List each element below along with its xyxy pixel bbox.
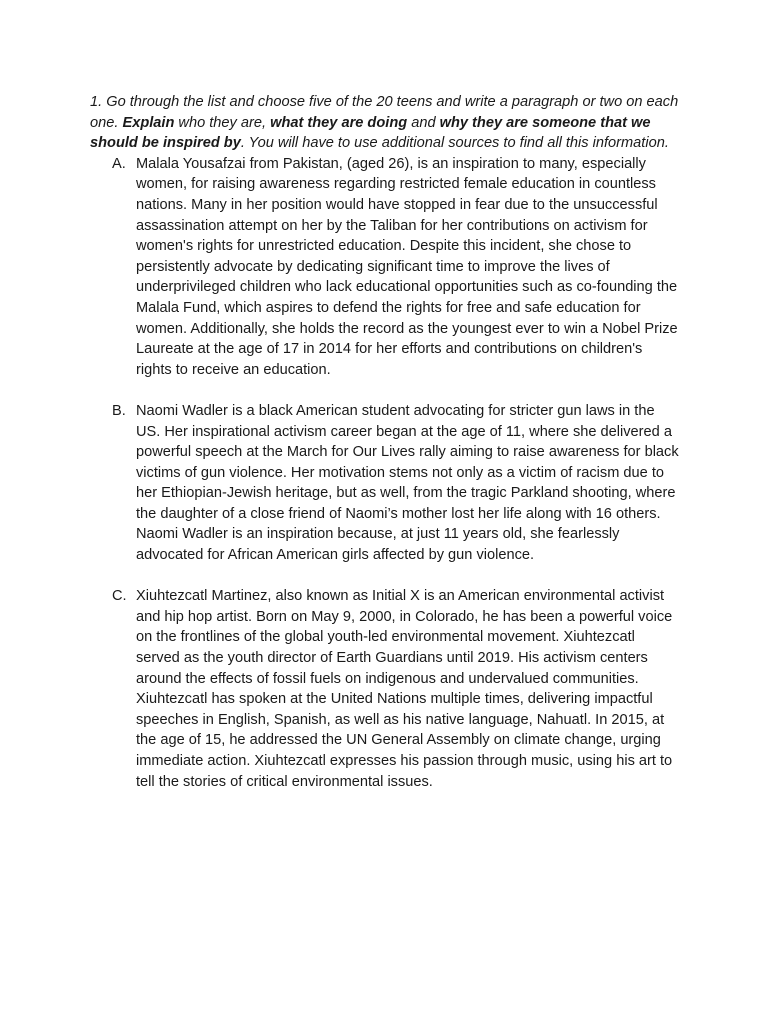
entry-malala-yousafzai	[90, 154, 682, 381]
prompt-text-part2: who they are,	[174, 114, 271, 131]
entry-text: Xiuhtezcatl Martinez, also known as Initial X is an American environmental activist and hip hop artist. Born on May 9, 2000, in Colorado, he has been a powerful voice on the frontlines of the global youth-led environmental movement. Xiuhtezcatl served as the youth director of Earth Guardians until 2019. His activism centers around the effects of fossil fuels on indigenous and undervalued communities. Xiuhtezcatl has spoken at the United Nations multiple times, delivering impactful speeches in English, Spanish, as well as his native language, Nahuatl. In 2015, at the age of 15, he addressed the UN General Assembly on climate change, urging immediate action. Xiuhtezcatl expresses his passion through music, using his art to tell the stories of critical environmental issues.	[136, 588, 673, 790]
prompt-explain: Explain	[122, 114, 175, 131]
entry-marker: B.	[112, 402, 126, 419]
prompt-number: 1.	[90, 94, 103, 110]
prompt-text-part1: Go through the list and choose five of the 20 teens and write a paragraph or two on each one.	[90, 94, 679, 131]
entry-xiuhtezcatl-martinez	[90, 586, 682, 792]
prompt-text-part3: and	[407, 114, 440, 131]
prompt-text-part4: . You will have to use additional sources to find all this information.	[240, 135, 669, 152]
entry-marker: A.	[112, 155, 126, 172]
document-page	[90, 92, 682, 813]
entry-naomi-wadler	[90, 401, 682, 566]
prompt-what-doing: what they are doing	[270, 114, 408, 131]
assignment-prompt	[90, 92, 682, 154]
prompt-why-inspired: why they are someone that we should be inspired by	[90, 114, 651, 152]
teen-entries-list	[90, 154, 682, 792]
entry-text: Malala Yousafzai from Pakistan, (aged 26), is an inspiration to many, especially women, for raising awareness regarding restricted female education in countless nations. Many in her position would have stopped in fear due to the unsuccessful assassination attempt on her by the Taliban for her contributions on activism for women's rights for unrestricted education. Despite this incident, she chose to persistently advocate by dedicating significant time to improve the lives of underprivileged children who lack educational opportunities such as co-founding the Malala Fund, which aspires to defend the rights for free and safe education for women. Additionally, she holds the record as the youngest ever to win a Nobel Prize Laureate at the age of 17 in 2014 for her efforts and contributions on children's rights to receive an education.	[136, 155, 678, 378]
entry-marker: C.	[112, 588, 127, 605]
entry-text: Naomi Wadler is a black American student advocating for stricter gun laws in the US. Her inspirational activism career began at the age of 11, where she delivered a powerful speech at the March for Our Lives rally aiming to raise awareness for black victims of gun violence. Her motivation stems not only as a victim of racism due to her Ethiopian-Jewish heritage, but as well, from the tragic Parkland shooting, where the daughter of a close friend of Naomi’s mother lost her life along with 16 others. Naomi Wadler is an inspiration because, at just 11 years old, she fearlessly advocated for African American girls affected by gun violence.	[136, 402, 679, 564]
